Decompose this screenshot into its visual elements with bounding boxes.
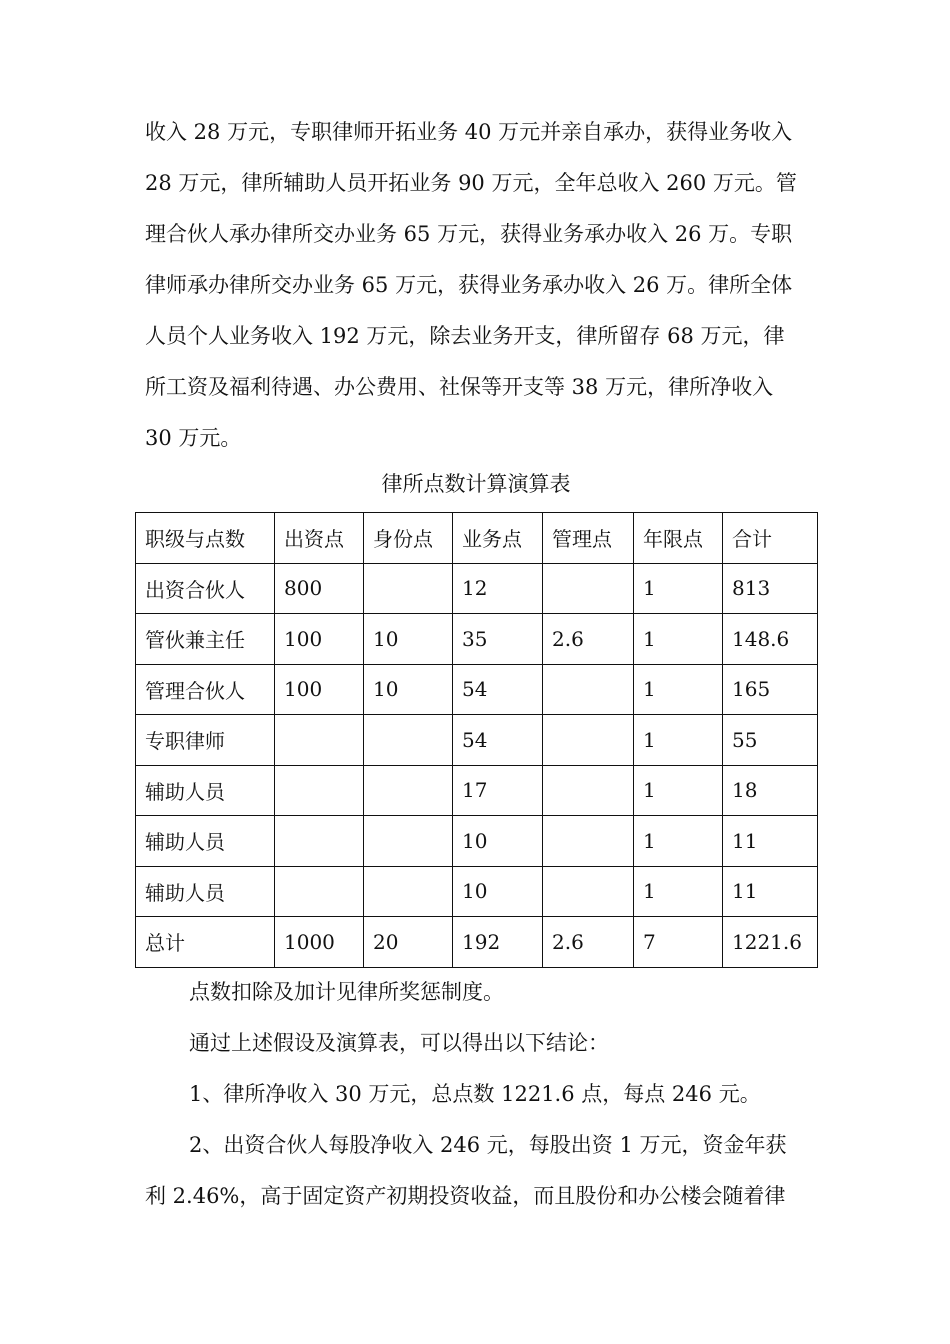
table-cell: 辅助人员 — [136, 816, 275, 867]
table-cell: 18 — [723, 765, 818, 816]
table-cell: 1 — [634, 715, 723, 766]
table-cell: 800 — [275, 563, 364, 614]
table-cell: 54 — [453, 715, 543, 766]
points-table — [135, 512, 818, 968]
table-row — [136, 563, 818, 614]
table-title: 律所点数计算演算表 — [381, 472, 571, 496]
table-cell: 10 — [364, 614, 453, 665]
table-cell: 10 — [453, 866, 543, 917]
table-cell — [275, 765, 364, 816]
table-header-row — [136, 513, 818, 564]
table-header-cell: 业务点 — [453, 513, 543, 564]
table-row — [136, 866, 818, 917]
table-cell: 813 — [723, 563, 818, 614]
table-cell: 1 — [634, 563, 723, 614]
conclusion-item: 1、律所净收入 30 万元，总点数 1221.6 点，每点 246 元。 — [189, 1082, 761, 1106]
table-cell — [364, 765, 453, 816]
table-cell: 11 — [723, 866, 818, 917]
text-line: 30 万元。 — [145, 426, 242, 450]
note-line: 点数扣除及加计见律所奖惩制度。 — [189, 980, 504, 1004]
table-row — [136, 765, 818, 816]
table-row — [136, 614, 818, 665]
table-cell: 专职律师 — [136, 715, 275, 766]
text-line: 理合伙人承办律所交办业务 65 万元，获得业务承办收入 26 万。专职 — [145, 222, 793, 246]
table-cell: 54 — [453, 664, 543, 715]
points-table-body — [136, 513, 818, 968]
conclusion-intro: 通过上述假设及演算表，可以得出以下结论： — [189, 1031, 609, 1055]
text-line: 人员个人业务收入 192 万元，除去业务开支，律所留存 68 万元，律 — [145, 324, 785, 348]
conclusion-section — [145, 967, 825, 1222]
table-header-cell: 合计 — [723, 513, 818, 564]
text-line: 律师承办律所交办业务 65 万元，获得业务承办收入 26 万。律所全体 — [145, 273, 793, 297]
table-cell: 165 — [723, 664, 818, 715]
table-cell: 7 — [634, 917, 723, 968]
table-cell: 11 — [723, 816, 818, 867]
table-header-cell: 职级与点数 — [136, 513, 275, 564]
table-row — [136, 816, 818, 867]
table-cell — [364, 563, 453, 614]
table-cell: 2.6 — [543, 917, 634, 968]
table-cell: 1 — [634, 664, 723, 715]
intro-paragraph — [145, 107, 810, 464]
table-cell: 10 — [364, 664, 453, 715]
table-cell — [275, 816, 364, 867]
table-cell: 1 — [634, 614, 723, 665]
table-cell — [543, 866, 634, 917]
table-header-cell: 管理点 — [543, 513, 634, 564]
table-cell: 17 — [453, 765, 543, 816]
table-cell — [364, 866, 453, 917]
table-cell: 总计 — [136, 917, 275, 968]
table-cell — [275, 866, 364, 917]
table-cell: 12 — [453, 563, 543, 614]
conclusion-item: 2、出资合伙人每股净收入 246 元，每股出资 1 万元，资金年获 — [189, 1133, 787, 1157]
table-cell — [543, 664, 634, 715]
table-cell — [364, 715, 453, 766]
table-cell: 192 — [453, 917, 543, 968]
table-cell: 148.6 — [723, 614, 818, 665]
table-cell: 20 — [364, 917, 453, 968]
table-cell: 出资合伙人 — [136, 563, 275, 614]
table-cell — [543, 765, 634, 816]
table-cell: 1 — [634, 816, 723, 867]
table-cell: 辅助人员 — [136, 765, 275, 816]
table-cell: 35 — [453, 614, 543, 665]
text-line: 所工资及福利待遇、办公费用、社保等开支等 38 万元，律所净收入 — [145, 375, 774, 399]
table-cell: 1000 — [275, 917, 364, 968]
table-header-cell: 年限点 — [634, 513, 723, 564]
table-cell: 1221.6 — [723, 917, 818, 968]
table-header-cell: 出资点 — [275, 513, 364, 564]
table-header-cell: 身份点 — [364, 513, 453, 564]
table-cell: 1 — [634, 765, 723, 816]
table-cell: 55 — [723, 715, 818, 766]
text-line: 28 万元，律所辅助人员开拓业务 90 万元，全年总收入 260 万元。管 — [145, 171, 797, 195]
table-row — [136, 917, 818, 968]
table-cell — [543, 816, 634, 867]
text-line: 收入 28 万元，专职律师开拓业务 40 万元并亲自承办，获得业务收入 — [145, 120, 793, 144]
table-cell: 管伙兼主任 — [136, 614, 275, 665]
table-row — [136, 664, 818, 715]
table-cell — [543, 563, 634, 614]
table-cell: 100 — [275, 614, 364, 665]
table-cell — [364, 816, 453, 867]
table-cell: 100 — [275, 664, 364, 715]
table-cell — [543, 715, 634, 766]
table-cell: 10 — [453, 816, 543, 867]
table-cell: 管理合伙人 — [136, 664, 275, 715]
table-cell — [275, 715, 364, 766]
table-cell: 辅助人员 — [136, 866, 275, 917]
table-row — [136, 715, 818, 766]
conclusion-item-continued: 利 2.46%，高于固定资产初期投资收益，而且股份和办公楼会随着律 — [145, 1184, 786, 1208]
table-cell: 2.6 — [543, 614, 634, 665]
table-cell: 1 — [634, 866, 723, 917]
